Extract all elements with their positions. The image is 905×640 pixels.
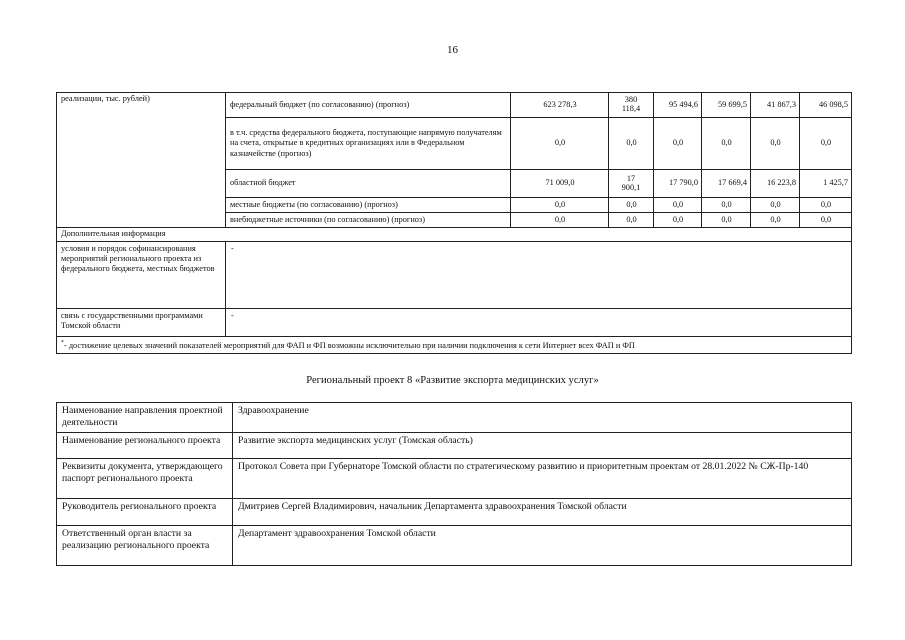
- value-part: 118,4: [621, 104, 641, 113]
- value-part: 380: [624, 95, 638, 105]
- project-passport-table: [56, 402, 852, 566]
- total-value: 0,0: [511, 118, 609, 170]
- year-value: 17 790,0: [654, 170, 702, 198]
- total-value: 0,0: [511, 198, 609, 213]
- source-name: федеральный бюджет (по согласованию) (прогноз): [226, 93, 511, 118]
- passport-label: Наименование регионального проекта: [57, 433, 233, 459]
- year-value: 0,0: [654, 213, 702, 228]
- year-value: 0,0: [609, 198, 654, 213]
- footnote-mark: *: [61, 339, 64, 346]
- total-value: 71 009,0: [511, 170, 609, 198]
- year-value: 17 669,4: [702, 170, 751, 198]
- passport-value: Дмитриев Сергей Владимирович, начальник Департамента здравоохранения Томской области: [233, 499, 852, 526]
- source-name: областной бюджет: [226, 170, 511, 198]
- footnote-text: - достижение целевых значений показателей мероприятий для ФАП и ФП возможны исключительно при наличии подключения к сети Интернет всех ФАП и ФП: [64, 340, 635, 350]
- table-row: [57, 242, 852, 309]
- year-value: 0,0: [800, 118, 852, 170]
- total-value: 623 278,3: [511, 93, 609, 118]
- year-value: 95 494,6: [654, 93, 702, 118]
- section-title: Региональный проект 8 «Развитие экспорта медицинских услуг»: [306, 375, 599, 386]
- state-programs-label: связь с государственными программами Томской области: [57, 309, 226, 337]
- year-value: 0,0: [702, 198, 751, 213]
- table-row: [57, 228, 852, 242]
- passport-label: Руководитель регионального проекта: [57, 499, 233, 526]
- passport-value: Здравоохранение: [233, 403, 852, 433]
- footnote: [57, 337, 852, 354]
- source-name: местные бюджеты (по согласованию) (прогноз): [226, 198, 511, 213]
- table-row: [57, 309, 852, 337]
- year-value: 0,0: [654, 118, 702, 170]
- additional-info-heading: Дополнительная информация: [57, 228, 852, 242]
- year-value: 0,0: [751, 118, 800, 170]
- source-name: внебюджетные источники (по согласованию) (прогноз): [226, 213, 511, 228]
- year-value-split: [609, 170, 654, 198]
- table-row: [57, 499, 852, 526]
- year-value: 0,0: [751, 198, 800, 213]
- year-value: 46 098,5: [800, 93, 852, 118]
- year-value: 0,0: [800, 213, 852, 228]
- value-part: 900,1: [621, 182, 641, 192]
- cofinancing-conditions-label: условия и порядок софинансирования мероприятий регионального проекта из федерального бюджета, местных бюджетов: [57, 242, 226, 309]
- table-row: [57, 459, 852, 499]
- source-name: в т.ч. средства федерального бюджета, поступающие напрямую получателям на счета, открытые в кредитных организациях или в Федеральном казначействе (прогноз): [226, 118, 511, 170]
- year-value: 16 223,8: [751, 170, 800, 198]
- passport-value: Протокол Совета при Губернаторе Томской области по стратегическому развитию и приоритетным проектам от 28.01.2022 № СЖ-Пр-140: [233, 459, 852, 499]
- table-row: [57, 433, 852, 459]
- year-value-split: [609, 93, 654, 118]
- state-programs-value: -: [226, 309, 852, 337]
- table-row: [57, 526, 852, 566]
- year-value: 0,0: [800, 198, 852, 213]
- page-number: 16: [447, 44, 458, 56]
- year-value: 0,0: [609, 118, 654, 170]
- year-value: 0,0: [609, 213, 654, 228]
- year-value: 1 425,7: [800, 170, 852, 198]
- financing-label: реализации, тыс. рублей): [57, 93, 226, 228]
- passport-label: Наименование направления проектной деятельности: [57, 403, 233, 433]
- financing-table: [56, 92, 852, 354]
- year-value: 0,0: [702, 118, 751, 170]
- table-row: [57, 337, 852, 354]
- year-value: 0,0: [654, 198, 702, 213]
- passport-label: Реквизиты документа, утверждающего паспорт регионального проекта: [57, 459, 233, 499]
- year-value: 41 867,3: [751, 93, 800, 118]
- cofinancing-conditions-value: -: [226, 242, 852, 309]
- passport-value: Развитие экспорта медицинских услуг (Томская область): [233, 433, 852, 459]
- table-row: [57, 403, 852, 433]
- total-value: 0,0: [511, 213, 609, 228]
- value-part: 17: [626, 173, 636, 183]
- passport-label: Ответственный орган власти за реализацию регионального проекта: [57, 526, 233, 566]
- table-row: [57, 93, 852, 118]
- year-value: 0,0: [702, 213, 751, 228]
- year-value: 59 699,5: [702, 93, 751, 118]
- passport-value: Департамент здравоохранения Томской области: [233, 526, 852, 566]
- year-value: 0,0: [751, 213, 800, 228]
